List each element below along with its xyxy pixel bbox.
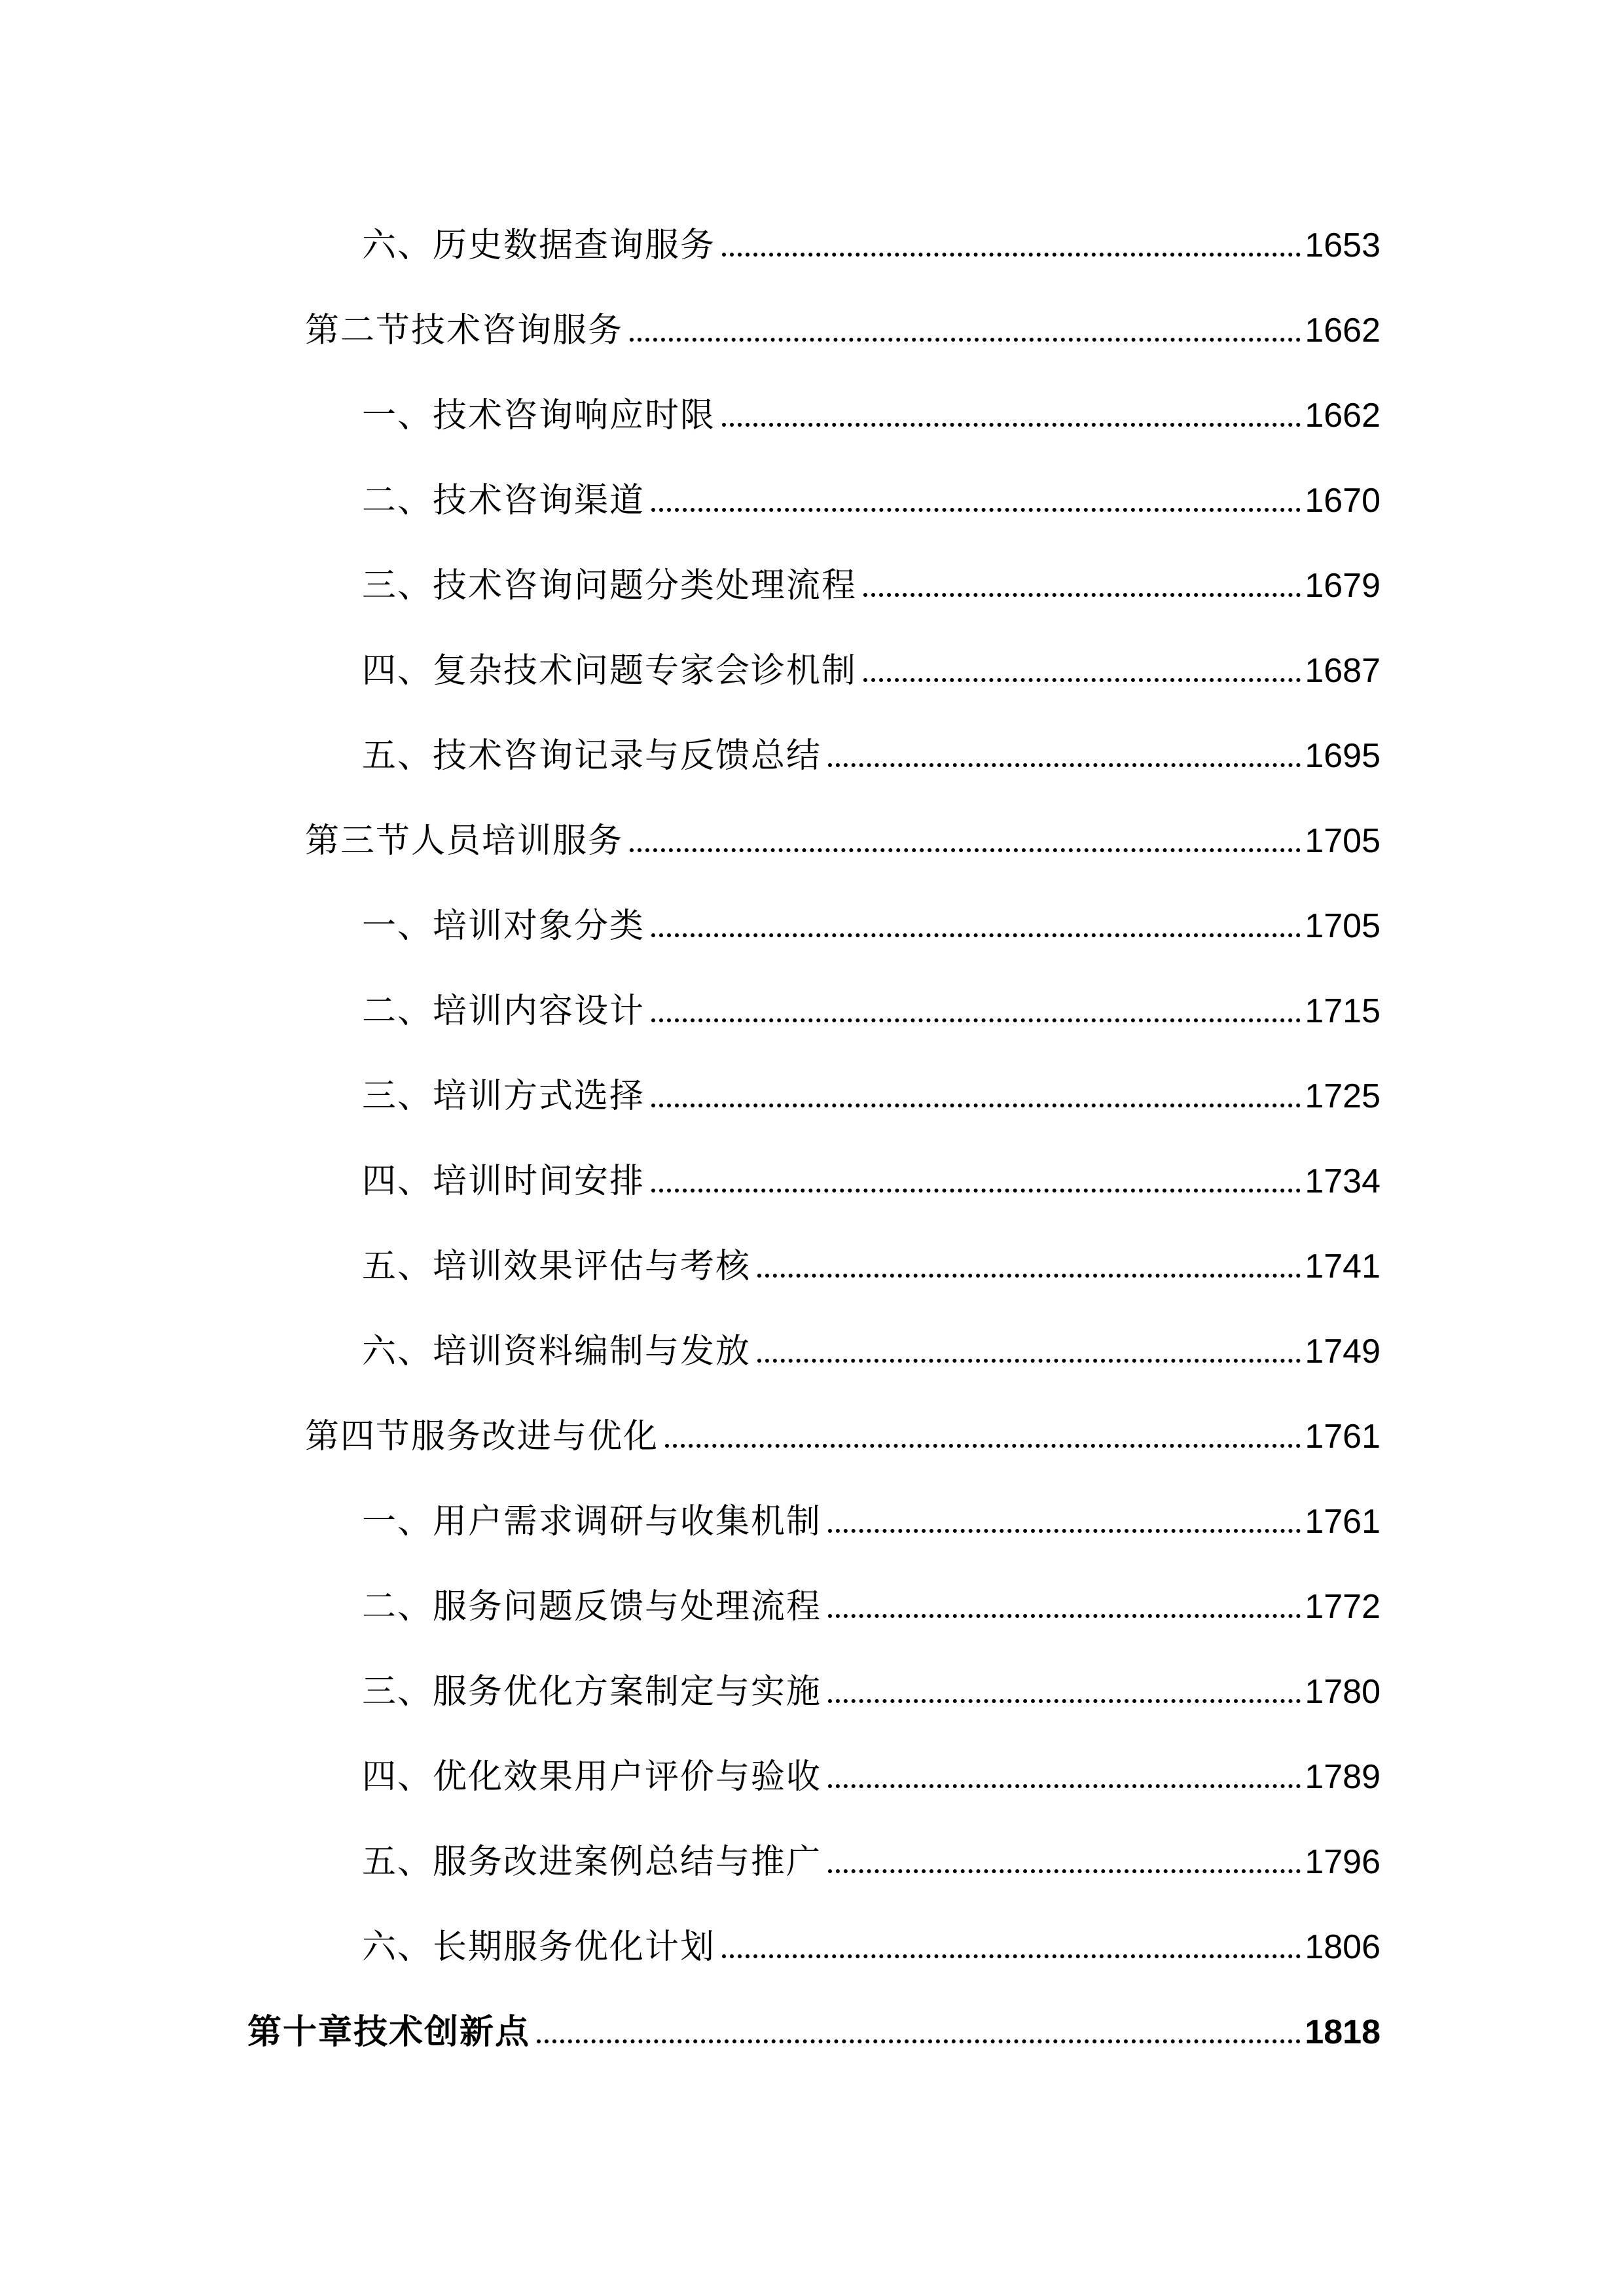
toc-entry-page: 1687 bbox=[1305, 651, 1380, 690]
toc-entry[interactable] bbox=[362, 373, 1380, 436]
toc-entry[interactable] bbox=[362, 1564, 1380, 1627]
toc-entry-page: 1806 bbox=[1305, 1928, 1380, 1966]
toc-entry-page: 1725 bbox=[1305, 1077, 1380, 1115]
toc-entry-title: 第十章技术创新点 bbox=[247, 2012, 531, 2052]
toc-entry[interactable] bbox=[362, 1820, 1380, 1882]
toc-dot-leader bbox=[722, 423, 1301, 427]
toc-dot-leader bbox=[828, 1699, 1301, 1703]
toc-entry-title: 一、用户需求调研与收集机制 bbox=[362, 1501, 822, 1541]
toc-entry-title: 五、服务改进案例总结与推广 bbox=[362, 1842, 822, 1882]
toc-entry-title: 一、培训对象分类 bbox=[362, 906, 645, 946]
toc-dot-leader bbox=[651, 1103, 1301, 1107]
toc-entry-page: 1653 bbox=[1305, 226, 1380, 264]
toc-dot-leader bbox=[828, 1784, 1301, 1788]
toc-entry-page: 1705 bbox=[1305, 906, 1380, 945]
toc-entry[interactable] bbox=[362, 713, 1380, 776]
toc-entry-page: 1818 bbox=[1305, 2013, 1380, 2051]
toc-dot-leader bbox=[722, 1954, 1301, 1958]
toc-entry-title: 六、历史数据查询服务 bbox=[362, 225, 716, 265]
toc-entry-page: 1715 bbox=[1305, 992, 1380, 1030]
toc-entry-page: 1780 bbox=[1305, 1672, 1380, 1711]
toc-entry[interactable] bbox=[362, 1224, 1380, 1287]
toc-entry-title: 三、服务优化方案制定与实施 bbox=[362, 1672, 822, 1712]
toc-entry-page: 1705 bbox=[1305, 821, 1380, 860]
toc-entry-page: 1772 bbox=[1305, 1587, 1380, 1626]
toc-entry-title: 四、复杂技术问题专家会诊机制 bbox=[362, 651, 857, 691]
toc-dot-leader bbox=[665, 1444, 1301, 1448]
toc-dot-leader bbox=[537, 2039, 1301, 2043]
toc-dot-leader bbox=[863, 678, 1301, 682]
toc-entry[interactable] bbox=[362, 1309, 1380, 1372]
toc-entry[interactable] bbox=[305, 1394, 1380, 1457]
toc-dot-leader bbox=[828, 1614, 1301, 1618]
toc-entry-title: 第三节人员培训服务 bbox=[305, 821, 624, 861]
toc-dot-leader bbox=[630, 338, 1301, 342]
toc-entry-page: 1734 bbox=[1305, 1162, 1380, 1200]
toc-entry-title: 五、技术咨询记录与反馈总结 bbox=[362, 736, 822, 776]
toc-entry-chapter[interactable] bbox=[247, 1990, 1380, 2053]
toc-dot-leader bbox=[651, 1189, 1301, 1193]
toc-entry[interactable] bbox=[362, 1139, 1380, 1202]
toc-entry-page: 1662 bbox=[1305, 396, 1380, 435]
toc-entry-page: 1796 bbox=[1305, 1842, 1380, 1881]
toc-entry-title: 第二节技术咨询服务 bbox=[305, 310, 624, 350]
toc-entry[interactable] bbox=[362, 543, 1380, 606]
toc-entry-title: 五、培训效果评估与考核 bbox=[362, 1246, 751, 1286]
toc-entry-title: 四、培训时间安排 bbox=[362, 1161, 645, 1201]
toc-dot-leader bbox=[757, 1359, 1301, 1363]
toc-entry-page: 1789 bbox=[1305, 1757, 1380, 1796]
toc-dot-leader bbox=[630, 848, 1301, 852]
toc-dot-leader bbox=[757, 1274, 1301, 1278]
toc-entry[interactable] bbox=[362, 1905, 1380, 1967]
toc-entry[interactable] bbox=[362, 969, 1380, 1031]
toc-dot-leader bbox=[828, 763, 1301, 767]
toc-entry-page: 1662 bbox=[1305, 311, 1380, 350]
toc-entry[interactable] bbox=[305, 798, 1380, 861]
toc-entry-page: 1670 bbox=[1305, 481, 1380, 520]
toc-entry-page: 1761 bbox=[1305, 1417, 1380, 1456]
toc-entry-title: 第四节服务改进与优化 bbox=[305, 1416, 659, 1456]
toc-dot-leader bbox=[863, 593, 1301, 597]
toc-entry-title: 三、培训方式选择 bbox=[362, 1076, 645, 1116]
toc-entry-page: 1695 bbox=[1305, 736, 1380, 775]
toc-entry[interactable] bbox=[305, 288, 1380, 351]
toc-entry-title: 二、服务问题反馈与处理流程 bbox=[362, 1587, 822, 1626]
toc-dot-leader bbox=[828, 1869, 1301, 1873]
toc-dot-leader bbox=[651, 1018, 1301, 1022]
toc-entry[interactable] bbox=[362, 458, 1380, 521]
toc-dot-leader bbox=[722, 253, 1301, 257]
toc-dot-leader bbox=[651, 508, 1301, 512]
toc-entry-title: 四、优化效果用户评价与验收 bbox=[362, 1757, 822, 1797]
toc-entry-page: 1761 bbox=[1305, 1502, 1380, 1541]
toc-entry[interactable] bbox=[362, 884, 1380, 946]
toc-entry[interactable] bbox=[362, 1054, 1380, 1117]
toc-entry-title: 二、培训内容设计 bbox=[362, 991, 645, 1031]
toc-dot-leader bbox=[828, 1529, 1301, 1533]
toc-entry-title: 六、长期服务优化计划 bbox=[362, 1927, 716, 1967]
toc-entry-page: 1749 bbox=[1305, 1332, 1380, 1371]
toc-entry[interactable] bbox=[362, 1649, 1380, 1712]
toc-entry-title: 六、培训资料编制与发放 bbox=[362, 1331, 751, 1371]
toc-entry-page: 1741 bbox=[1305, 1247, 1380, 1285]
toc-entry[interactable] bbox=[362, 1479, 1380, 1542]
toc-dot-leader bbox=[651, 933, 1301, 937]
toc-entry-page: 1679 bbox=[1305, 566, 1380, 605]
toc-entry-title: 一、技术咨询响应时限 bbox=[362, 395, 716, 435]
toc-entry-title: 三、技术咨询问题分类处理流程 bbox=[362, 565, 857, 605]
toc-entry[interactable] bbox=[362, 628, 1380, 691]
toc-entry-title: 二、技术咨询渠道 bbox=[362, 480, 645, 520]
toc-entry[interactable] bbox=[362, 203, 1380, 266]
toc-entry[interactable] bbox=[362, 1734, 1380, 1797]
